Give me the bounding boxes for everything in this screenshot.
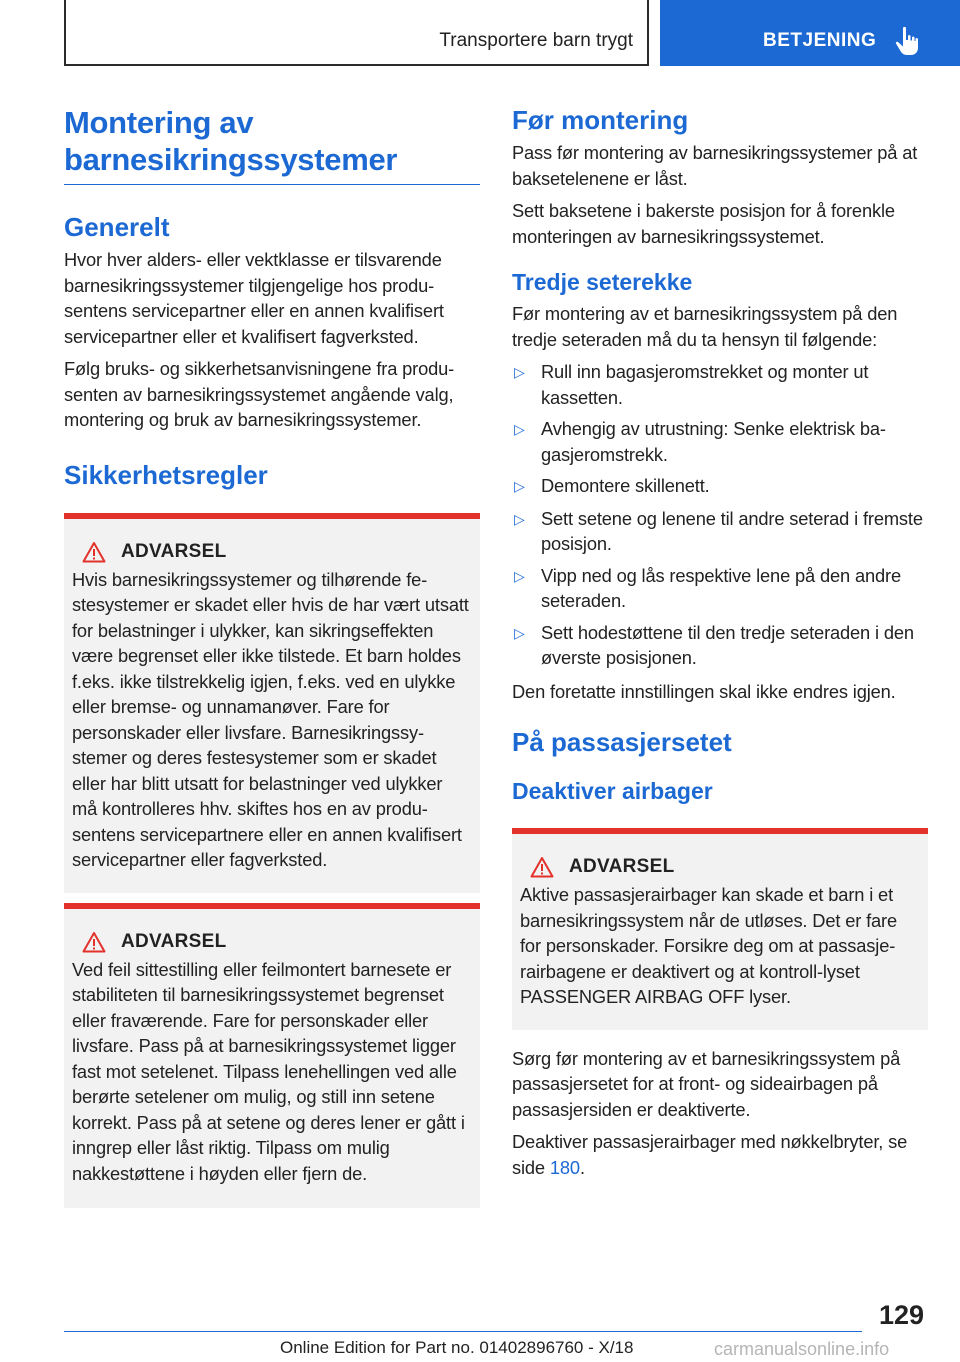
warning-triangle-icon [82, 541, 106, 563]
header-section-tab[interactable] [660, 0, 960, 66]
footer-divider [64, 1331, 862, 1332]
warning-header [72, 931, 472, 953]
triangle-bullet-icon: ▷ [514, 421, 525, 437]
steps-list [512, 359, 928, 671]
list-item: ▷ Vipp ned og lås respektive lene på den andre seteraden. [512, 563, 928, 614]
heading-sikkerhetsregler: Sikkerhetsregler [64, 459, 268, 490]
warning-box-2 [64, 903, 480, 1209]
heading-generelt: Generelt [64, 212, 170, 242]
triangle-bullet-icon: ▷ [514, 478, 525, 494]
chapter-title: Transportere barn trygt [439, 30, 633, 51]
warning-title: ADVARSEL [569, 856, 675, 877]
page-reference-link[interactable]: 180 [549, 1156, 580, 1178]
page-heading-line2: barnesikringssystemer [64, 142, 398, 177]
warning-title: ADVARSEL [121, 930, 227, 952]
triangle-bullet-icon: ▷ [514, 510, 525, 527]
warning-header [520, 856, 920, 878]
list-item: ▷ Avhengig av utrustning: Senke elektrisk bagasjeromstrekk. [512, 416, 928, 467]
triangle-bullet-icon: ▷ [514, 624, 525, 641]
paragraph-for-1: Pass før montering av barnesikringssystemer på at baksetelenene er låst. [512, 142, 918, 189]
paragraph-generelt-1: Hvor hver alders- eller vektklasse er tilsvarende barnesikringssystemer tilgjengelige hos produsentens servicepartner eller en annen kvalifisert servicepartner eller et kvalifisert fagverksted. [64, 249, 444, 347]
header-chapter-box [64, 0, 649, 66]
right-column [512, 104, 928, 1187]
section-label: BETJENING [763, 30, 877, 51]
paragraph-tredje: Før montering av et barnesikringssystem på den tredje seteraden må du ta hensyn til følgende: [512, 303, 898, 350]
heading-passasjersetet: På passasjersetet [512, 727, 732, 757]
page-heading-block [64, 104, 480, 185]
heading-for-montering: Før montering [512, 105, 689, 135]
page-heading-line1: Montering av [64, 105, 254, 140]
triangle-bullet-icon: ▷ [514, 567, 525, 584]
heading-tredje-seterekke: Tredje seterekke [512, 269, 693, 295]
warning-text: Hvis barnesikringssystemer og tilhørende festesystemer er skadet eller hvis de har vært utsatt for belastninger i ulykker, kan sikringseffekten være begrenset eller ikke tilstede. Et barn holdes f.eks. ikke tilstrekkelig igjen, f.eks. ved en ulykke eller bremse- og unnamanøver. Fare for personskader eller livsfare. Barnesikringssystemer og deres festesystemer som er skadet eller har blitt utsatt for belastninger ved ulykker må kontrolleres hhv. skiftes hos en av produsentens servicepartnere eller en annen kvalifisert servicepartner eller fagverksted. [72, 568, 469, 870]
triangle-bullet-icon: ▷ [514, 364, 525, 380]
hand-pointer-icon [894, 26, 920, 56]
warning-box-3 [512, 828, 928, 1030]
warning-title: ADVARSEL [121, 540, 227, 562]
left-column [64, 104, 480, 1208]
paragraph-passasjer-1: Sørg før montering av et barnesikringssystem på passasjersetet for at front- og sideairbagen på passasjersiden er deaktiverte. [512, 1047, 901, 1120]
warning-text: Ved feil sittestilling eller feilmontert barnesete er stabiliteten til barnesikringssystemet begrenset eller fraværende. Fare for personskader eller livsfare. Pass på at barnesikringssystemet ligger fast mot setelenet. Tilpass lenehellingen ved alle berørte setelener om mulig, og still inn setene korrekt. Pass på at setene og deres lener er gått i inngrep eller låst riktig. Tilpass om mulig nakkestøttene i høyden eller fjern de. [72, 958, 465, 1184]
list-item: ▷ Rull inn bagasjeromstrekket og monter ut kassetten. [512, 359, 928, 410]
paragraph-passasjer-2: Deaktiver passasjerairbager med nøkkelbryter, se side 180. [512, 1131, 908, 1178]
paragraph-generelt-2: Følg bruks- og sikkerhetsanvisningene fra produsenten av barnesikringssystemet angående valg, montering og bruk av barnesikringssystemer. [64, 358, 455, 430]
heading-deaktiver-airbager: Deaktiver airbager [512, 778, 713, 804]
warning-text: Aktive passasjerairbager kan skade et barn i et barnesikringssystem når de utløses. Det er fare for personskader. Forsikre deg om at passasjerairbagene er deaktivert og at kontroll-lyset PASSENGER AIRBAG OFF lyser. [520, 884, 898, 1007]
warning-box-1 [64, 513, 480, 893]
list-item: ▷ Demontere skillenett. [512, 473, 928, 500]
watermark-text: carmanualsonline.info [714, 1339, 890, 1359]
footer-edition-text: Online Edition for Part no. 01402896760 - X/18 [280, 1338, 634, 1357]
page-number: 129 [878, 1300, 924, 1330]
warning-triangle-icon [82, 931, 106, 953]
warning-header [72, 541, 472, 563]
paragraph-for-2: Sett baksetene i bakerste posisjon for å forenkle monteringen av barnesikringssystemet. [512, 200, 895, 247]
warning-triangle-icon [530, 856, 554, 878]
paragraph-innstilling: Den foretatte innstillingen skal ikke endres igjen. [512, 680, 896, 702]
list-item: ▷ Sett hodestøttene til den tredje seteraden i den øverste posisjonen. [512, 620, 928, 671]
list-item: ▷ Sett setene og lenene til andre seterad i fremste posisjon. [512, 506, 928, 557]
